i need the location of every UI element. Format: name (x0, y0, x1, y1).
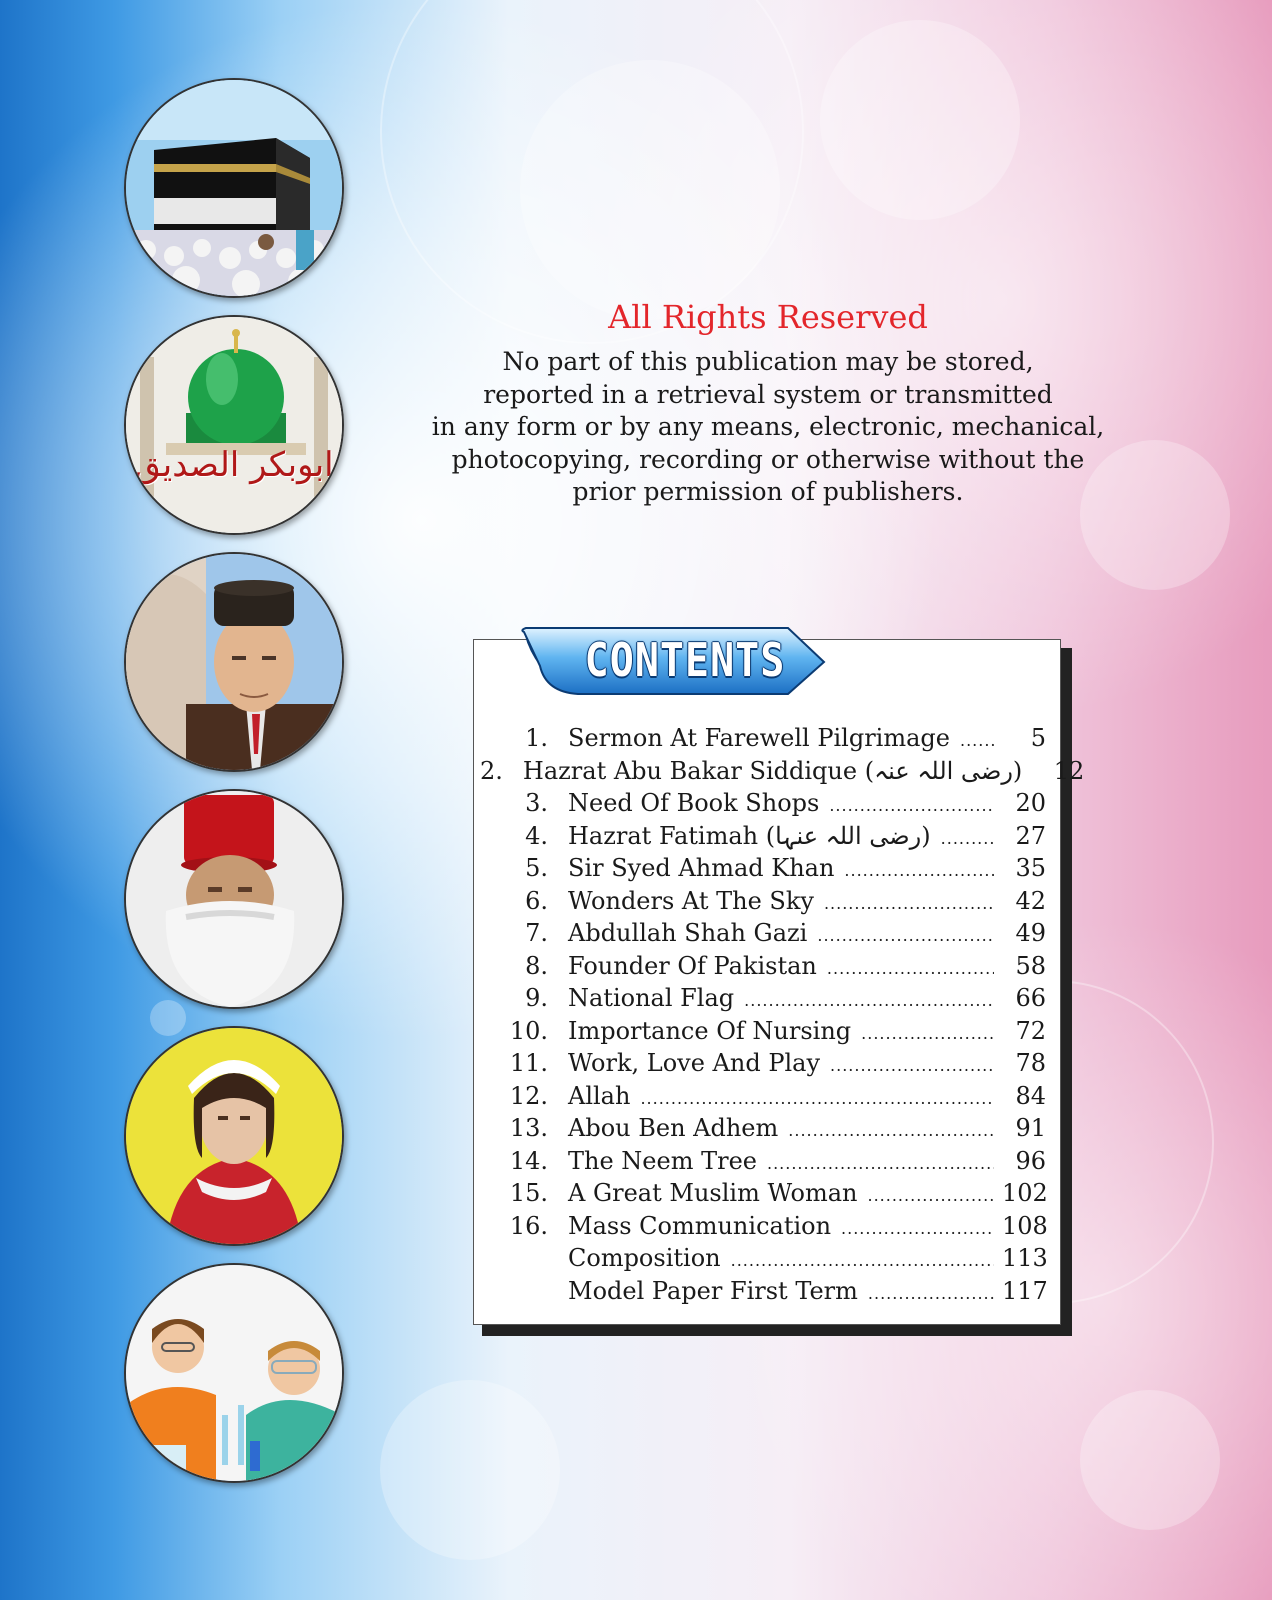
toc-page-number: 102 (1002, 1179, 1048, 1207)
toc-title: Abou Ben Adhem (568, 1114, 779, 1142)
toc-page-number: 35 (1015, 854, 1046, 882)
toc-row[interactable] (480, 789, 1046, 822)
toc-page-number: 72 (1015, 1016, 1046, 1045)
toc-row[interactable] (480, 1049, 1046, 1082)
toc-number: 1. (525, 724, 548, 752)
toc-leader-dots (824, 894, 994, 913)
toc-page-number: 27 (1015, 821, 1046, 850)
toc-title: Sermon At Farewell Pilgrimage (568, 724, 950, 752)
toc-leader-dots (861, 1024, 994, 1043)
toc-page-number: 117 (1002, 1276, 1048, 1305)
sir-syed-portrait-photo (124, 789, 344, 1009)
toc-number: 2. (480, 756, 503, 785)
contents-banner (518, 626, 828, 696)
kaaba-photo (124, 78, 344, 298)
toc-title: Founder Of Pakistan (568, 951, 817, 980)
toc-row[interactable] (480, 724, 1046, 757)
toc-page-number: 91 (1015, 1114, 1046, 1142)
green-dome-photo (124, 315, 344, 535)
toc-title: Importance Of Nursing (568, 1016, 852, 1045)
toc-leader-dots (767, 1154, 994, 1173)
bokeh-circle (150, 1000, 186, 1036)
toc-title: Abdullah Shah Gazi (568, 919, 808, 947)
toc-page-number: 113 (1002, 1244, 1048, 1272)
toc-row[interactable] (480, 1017, 1046, 1050)
rights-title: All Rights Reserved (608, 298, 928, 336)
toc-title: Mass Communication (568, 1211, 832, 1240)
toc-row[interactable] (480, 952, 1046, 985)
toc-number: 7. (525, 919, 548, 947)
toc-row[interactable] (480, 1277, 1046, 1310)
toc-title: Need Of Book Shops (568, 789, 820, 817)
toc-number: 4. (525, 821, 548, 850)
rights-line: in any form or by any means, electronic, mechanical, (431, 412, 1105, 441)
toc-page-number: 58 (1015, 951, 1046, 980)
toc-row[interactable] (480, 919, 1046, 952)
rights-line: photocopying, recording or otherwise without the (451, 444, 1085, 474)
toc-page-number: 42 (1015, 886, 1046, 915)
rights-notice (410, 298, 1126, 509)
toc-row[interactable] (480, 822, 1046, 855)
toc-number: 6. (525, 886, 548, 915)
toc-number: 16. (509, 1211, 548, 1240)
toc-title: Sir Syed Ahmad Khan (568, 854, 835, 882)
toc-title: Model Paper First Term (568, 1276, 858, 1305)
toc-leader-dots (827, 959, 994, 978)
toc-row[interactable] (480, 887, 1046, 920)
rights-line: prior permission of publishers. (572, 477, 964, 506)
bokeh-circle (380, 1380, 560, 1560)
toc-number: 11. (509, 1049, 548, 1077)
toc-leader-dots (731, 1251, 994, 1270)
toc-page-number: 108 (1002, 1211, 1048, 1240)
calligraphy-text: ابوبکر الصدیق (134, 445, 334, 485)
toc-leader-dots (868, 1186, 995, 1205)
bokeh-ring (380, 0, 804, 344)
toc-number: 5. (525, 854, 548, 882)
toc-leader-dots (941, 829, 994, 848)
toc-page-number: 5 (1030, 724, 1046, 752)
toc-title: A Great Muslim Woman (568, 1179, 858, 1207)
toc-row[interactable] (480, 984, 1046, 1017)
toc-page-number: 96 (1015, 1146, 1046, 1175)
toc-number: 8. (525, 951, 548, 980)
rights-line: reported in a retrieval system or transmitted (483, 379, 1053, 409)
toc-row[interactable] (480, 1244, 1046, 1277)
toc-leader-dots (868, 1284, 994, 1303)
toc-leader-dots (817, 926, 994, 945)
toc-title: Hazrat Abu Bakar Siddique (رضی اللہ عنہ) (522, 756, 1023, 785)
toc-row[interactable] (480, 1147, 1046, 1180)
toc-title: Allah (568, 1081, 631, 1110)
toc-row[interactable] (480, 1212, 1046, 1245)
toc-page-number: 49 (1015, 919, 1046, 947)
toc-title: National Flag (568, 984, 735, 1012)
toc-number: 15. (509, 1179, 548, 1207)
toc-page-number: 78 (1015, 1049, 1046, 1077)
toc-leader-dots (829, 796, 994, 815)
toc-page-number: 84 (1015, 1081, 1046, 1110)
toc-title: Hazrat Fatimah (رضی اللہ عنہا) (568, 821, 931, 850)
toc-leader-dots (744, 991, 994, 1010)
toc-leader-dots (841, 1219, 994, 1238)
toc-leader-dots (640, 1089, 994, 1108)
toc-title: Work, Love And Play (568, 1049, 821, 1077)
bokeh-circle (1080, 1390, 1220, 1530)
bokeh-circle (820, 20, 1020, 220)
quaid-portrait-photo (124, 552, 344, 772)
toc-number: 9. (525, 984, 548, 1012)
toc-number: 3. (525, 789, 548, 817)
toc-number: 14. (509, 1146, 548, 1175)
nurse-portrait-photo (124, 1026, 344, 1246)
toc-leader-dots (830, 1056, 994, 1075)
contents-heading: CONTENTS (584, 634, 786, 688)
toc-row[interactable] (480, 1082, 1046, 1115)
toc-number: 10. (509, 1016, 548, 1045)
toc-title: Composition (568, 1244, 721, 1272)
toc-page-number: 66 (1015, 984, 1046, 1012)
children-science-photo (124, 1263, 344, 1483)
rights-line: No part of this publication may be stored, (502, 347, 1034, 376)
toc-page-number: 20 (1015, 789, 1046, 817)
table-of-contents (480, 724, 1085, 1309)
toc-leader-dots (960, 731, 994, 750)
toc-number: 13. (509, 1114, 548, 1142)
toc-row[interactable] (480, 854, 1046, 887)
toc-row[interactable] (480, 756, 1085, 790)
toc-row[interactable] (480, 1114, 1046, 1147)
toc-title: Wonders At The Sky (568, 886, 814, 915)
toc-title: The Neem Tree (568, 1146, 757, 1175)
toc-page-number: 12 (1053, 756, 1085, 785)
toc-leader-dots (788, 1121, 994, 1140)
toc-leader-dots (844, 861, 994, 880)
toc-number: 12. (509, 1081, 548, 1110)
toc-row[interactable] (480, 1179, 1046, 1212)
